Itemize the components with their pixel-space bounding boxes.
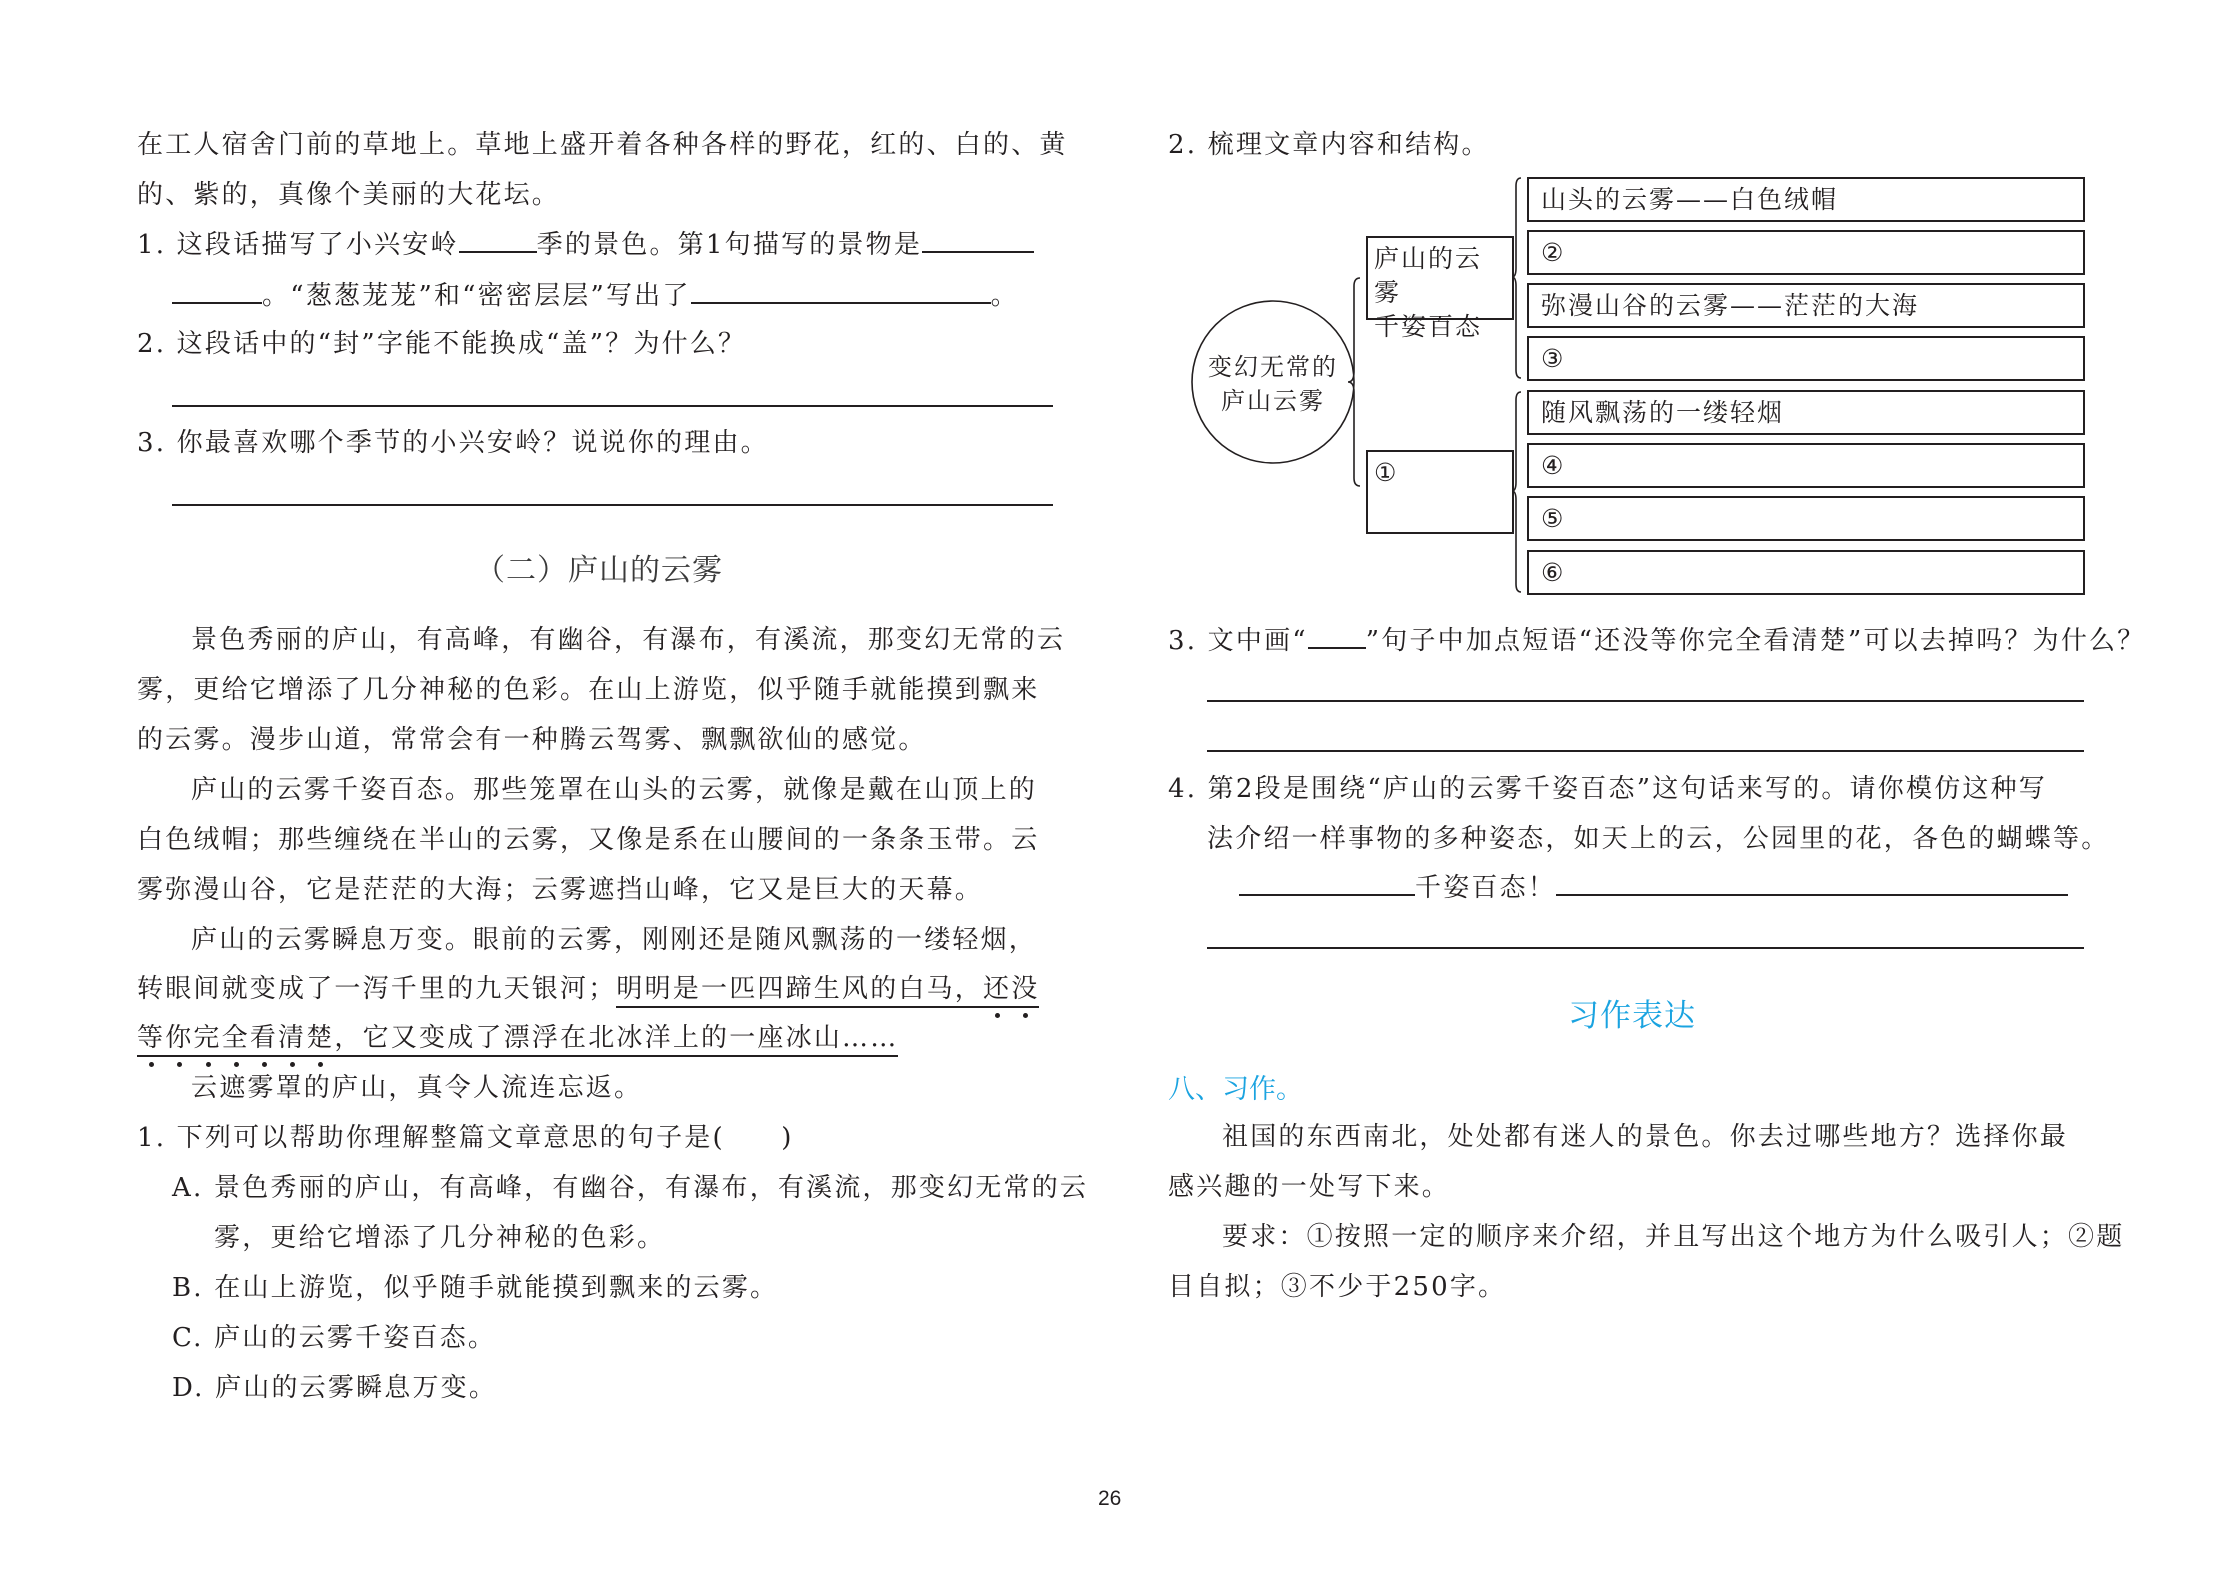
task-line: 感兴趣的一处写下来。 — [1168, 1172, 1451, 1202]
passage-line: 白色绒帽；那些缠绕在半山的云雾，又像是系在山腰间的一条条玉带。云 — [137, 825, 1040, 855]
subject-blank[interactable] — [1239, 870, 1415, 896]
branch-label-line: 千姿百态 — [1374, 312, 1483, 341]
leaf-box-blank[interactable]: ⑤ — [1527, 496, 2085, 541]
underlined-text: 明明是一匹四蹄生风的白马， — [616, 974, 984, 1004]
root-label — [1200, 350, 1346, 418]
dotted-char: 清 — [278, 1023, 307, 1053]
answer-line[interactable] — [1207, 750, 2084, 752]
question-2: 2. 这段话中的“封”字能不能换成“盖”？为什么？ — [137, 329, 747, 359]
branch-label-line: 庐山的云雾 — [1374, 244, 1483, 307]
root-label-line: 庐山云雾 — [1221, 387, 1325, 415]
description-blank[interactable] — [1556, 870, 2068, 896]
leaf-box: 弥漫山谷的云雾——茫茫的大海 — [1527, 283, 2085, 328]
requirement-line: 要求：①按照一定的顺序来介绍，并且写出这个地方为什么吸引人；②题 — [1222, 1222, 2125, 1252]
mc-option-a-cont: 雾，更给它增添了几分神秘的色彩。 — [214, 1223, 666, 1253]
answer-line[interactable] — [1207, 700, 2084, 702]
section-heading: 习作表达 — [1568, 998, 1696, 1034]
passage-line: 的、紫的，真像个美丽的大花坛。 — [137, 180, 561, 210]
section-title: （二）庐山的云雾 — [475, 553, 723, 588]
question-3-prefix: 3. 文中画“ — [1168, 626, 1308, 656]
page-number: 26 — [1098, 1487, 1122, 1510]
underline-sample — [1308, 623, 1366, 649]
question-4-line: 法介绍一样事物的多种姿态，如天上的云，公园里的花，各色的蝴蝶等。 — [1207, 824, 2110, 854]
option-text: 在山上游览，似乎随手就能摸到飘来的云雾。 — [214, 1273, 779, 1303]
question-4-fill — [1207, 870, 2068, 905]
dotted-char: 看 — [249, 1023, 279, 1053]
passage-line: 在工人宿舍门前的草地上。草地上盛开着各种各样的野花，红的、白的、黄 — [137, 130, 1068, 160]
option-text: 庐山的云雾瞬息万变。 — [215, 1373, 498, 1403]
leaf-box-blank[interactable]: ② — [1527, 230, 2085, 275]
dotted-char: 你 — [165, 1023, 194, 1053]
question-1-line2-mid: 。“葱葱茏茏”和“密密层层”写出了 — [262, 281, 691, 311]
question-2-heading: 2. 梳理文章内容和结构。 — [1168, 130, 1490, 160]
fill-word: 千姿百态！ — [1415, 873, 1557, 903]
question-1-mid: 季的景色。第1句描写的景物是 — [536, 230, 923, 260]
passage-line: 雾，更给它增添了几分神秘的色彩。在山上游览，似乎随手就能摸到飘来 — [137, 675, 1040, 705]
question-3: 3. 你最喜欢哪个季节的小兴安岭？说说你的理由。 — [137, 428, 769, 458]
dotted-char: 完 — [193, 1023, 222, 1053]
question-1-prefix: 1. 这段话描写了小兴安岭 — [137, 230, 459, 260]
passage-line: 的云雾。漫步山道，常常会有一种腾云驾雾、飘飘欲仙的感觉。 — [137, 725, 927, 755]
leaf-box-blank[interactable]: ④ — [1527, 443, 2085, 488]
question-3-suffix: ”句子中加点短语“还没等你完全看清楚”可以去掉吗？为什么？ — [1365, 626, 2146, 656]
task-line: 祖国的东西南北，处处都有迷人的景色。你去过哪些地方？选择你最 — [1222, 1122, 2069, 1152]
passage-line: 云遮雾罩的庐山，真令人流连忘返。 — [191, 1073, 643, 1103]
plain-text: 转眼间就变成了一泻千里的九天银河； — [137, 974, 617, 1004]
passage-line: 雾弥漫山谷，它是茫茫的大海；云雾遮挡山峰，它又是巨大的天幕。 — [137, 875, 984, 905]
branch-box — [1366, 236, 1514, 341]
option-label: D. — [172, 1373, 205, 1403]
leaf-box-blank[interactable]: ③ — [1527, 336, 2085, 381]
question-4-line: 4. 第2段是围绕“庐山的云雾千姿百态”这句话来写的。请你模仿这种写 — [1168, 774, 2047, 804]
passage-line: 庐山的云雾瞬息万变。眼前的云雾，刚刚还是随风飘荡的一缕轻烟， — [191, 925, 1038, 955]
passage-line: 景色秀丽的庐山，有高峰，有幽谷，有瀑布，有溪流，那变幻无常的云 — [191, 625, 1066, 655]
option-label: A. — [172, 1173, 204, 1203]
leaf-box-blank[interactable]: ⑥ — [1527, 550, 2085, 595]
leaf-box: 随风飘荡的一缕轻烟 — [1527, 390, 2085, 435]
period: 。 — [990, 281, 1019, 311]
task-heading: 八、习作。 — [1168, 1074, 1303, 1105]
branch-box-blank[interactable] — [1366, 450, 1514, 534]
option-label: C. — [172, 1323, 204, 1353]
question-3 — [1168, 623, 2145, 658]
requirement-line: 目自拟；③不少于250字。 — [1168, 1272, 1507, 1302]
mc-question: 1. 下列可以帮助你理解整篇文章意思的句子是( ) — [137, 1123, 794, 1153]
root-label-line: 变幻无常的 — [1208, 353, 1338, 381]
dotted-char: 没 — [1011, 974, 1040, 1004]
dotted-char: 等 — [137, 1023, 166, 1053]
option-text: 庐山的云雾千姿百态。 — [214, 1323, 497, 1353]
underlined-text: ，它又变成了漂浮在北冰洋上的一座冰山…… — [334, 1023, 899, 1053]
branch-label-line: ① — [1374, 458, 1399, 487]
dotted-char: 全 — [221, 1023, 250, 1053]
passage-line: 庐山的云雾千姿百态。那些笼罩在山头的云雾，就像是戴在山顶上的 — [191, 775, 1038, 805]
leaf-box: 山头的云雾——白色绒帽 — [1527, 177, 2085, 222]
dotted-char: 还 — [983, 974, 1012, 1004]
option-label: B. — [172, 1273, 204, 1303]
answer-line[interactable] — [1207, 947, 2084, 949]
dotted-char: 楚 — [306, 1023, 335, 1053]
option-text: 景色秀丽的庐山，有高峰，有幽谷，有瀑布，有溪流，那变幻无常的云 — [213, 1173, 1089, 1203]
